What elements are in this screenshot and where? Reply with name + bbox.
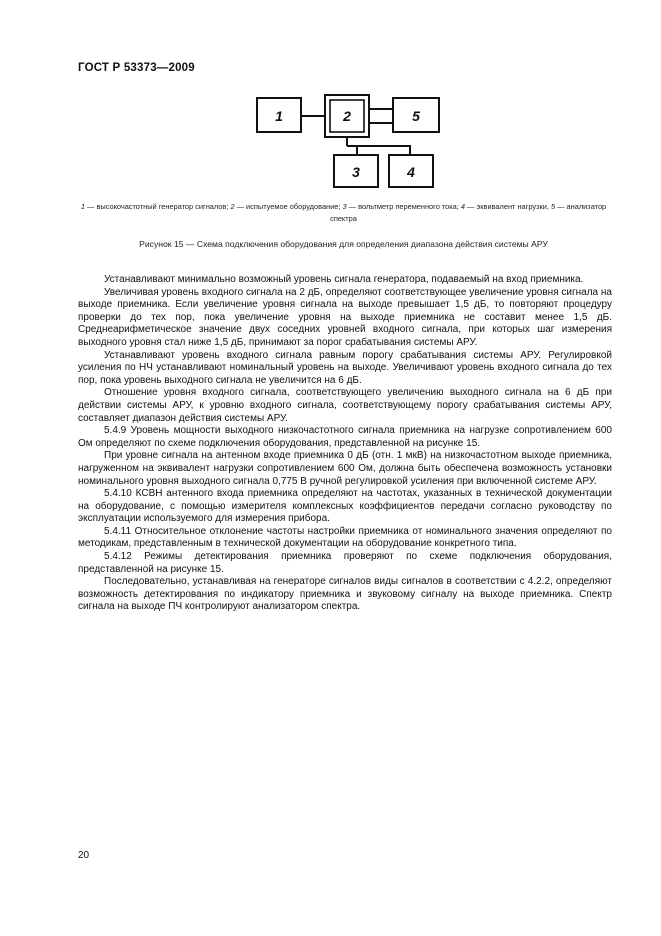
legend-num-5: 5	[550, 202, 556, 211]
legend-text-3: — вольтметр переменного тока;	[346, 202, 461, 211]
block-1-label: 1	[275, 108, 283, 124]
paragraph: Устанавливают уровень входного сигнала равным порогу срабатывания системы АРУ. Регулировкой усиления по НЧ устанавливают номинальный уровень на выходе. Увеличивают уровень входного сигнала до тех пор, пока уровень выходного сигнала не увеличится на 6 дБ.	[78, 349, 612, 386]
paragraph: При уровне сигнала на антенном входе приемника 0 дБ (отн. 1 мкВ) на низкочастотном выходе приемника, нагруженном на эквивалент нагрузки сопротивлением 600 Ом, должна быть обеспечена возможность установки номинального уровня выходного сигнала 0,775 В ручной регулировкой усиления при включенной системе АРУ.	[78, 450, 612, 487]
legend-num-4: 4	[460, 202, 466, 211]
paragraph: Отношение уровня входного сигнала, соответствующего увеличению выходного сигнала на 6 дБ при действии системы АРУ, к уровню входного сигнала, соответствующему порогу срабатывания системы АРУ, составляет диапазон действия системы АРУ.	[78, 387, 612, 424]
block-1	[257, 98, 301, 132]
paragraph: 5.4.9 Уровень мощности выходного низкочастотного сигнала приемника на нагрузке сопротивлением 600 Ом определяют по схеме подключения оборудования, представленной на рисунке 15.	[78, 425, 612, 449]
legend-text-1: — высокочастотный генератор сигналов;	[84, 202, 231, 211]
standard-header: ГОСТ Р 53373—2009	[78, 62, 195, 74]
paragraph: Устанавливают минимально возможный уровень сигнала генератора, подаваемый на вход приемника.	[104, 274, 584, 285]
block-5-label: 5	[412, 108, 420, 124]
paragraph: 5.4.12 Режимы детектирования приемника проверяют по схеме подключения оборудования, представленной на рисунке 15.	[78, 551, 612, 575]
paragraph: 5.4.10 КСВН антенного входа приемника определяют на частотах, указанных в технической документации на оборудование, с помощью измерителя комплексных коэффициентов передачи согласно руководству по эксплуатации используемого для измерения прибора.	[78, 488, 612, 525]
legend-num-1: 1	[80, 202, 85, 211]
legend-num-2: 2	[230, 202, 235, 211]
block-5	[393, 98, 439, 132]
page-number: 20	[78, 850, 90, 861]
block-2-label: 2	[343, 108, 351, 124]
paragraph: Последовательно, устанавливая на генераторе сигналов виды сигналов в соответствии с 4.2.2, определяют возможность детектирования по индикатору приемника и звуковому сигналу на выходе приемника. Спектр сигнала на выходе ПЧ контролируют анализатором спектра.	[78, 576, 612, 613]
block-4	[389, 155, 433, 187]
figure-caption: Рисунок 15 — Схема подключения оборудования для определения диапазона действия системы АРУ	[139, 239, 548, 249]
figure-legend	[78, 201, 609, 225]
body-text	[78, 274, 612, 614]
block-2	[325, 95, 369, 137]
legend-text-5: — анализатор спектра	[330, 202, 607, 223]
block-3-label: 3	[352, 164, 360, 180]
legend-text-2: — испытуемое оборудование;	[234, 202, 343, 211]
paragraph: 5.4.11 Относительное отклонение частоты настройки приемника от номинального значения определяют по методикам, представленным в технической документации на оборудование конкретного типа.	[78, 525, 612, 550]
block-3	[334, 155, 378, 187]
paragraph: Увеличивая уровень входного сигнала на 2 дБ, определяют соответствующее увеличение уровня сигнала на выходе приемника. Если увеличение уровня сигнала на выходе превышает 1,5 дБ, то повторяют процедуру проверки до тех пор, пока увеличение уровня на выходе приемника не составит менее 1,5 дБ. Среднеарифметическое значение двух соседних уровней входного сигнала, при которых шаг измерения выходного уровня стал ниже 1,5 дБ, принимают за порог срабатывания системы АРУ.	[78, 286, 612, 348]
block-4-label: 4	[407, 164, 415, 180]
legend-text-4: — эквивалент нагрузки,	[465, 202, 551, 211]
legend-num-3: 3	[342, 202, 347, 211]
connection-diagram	[0, 0, 661, 200]
